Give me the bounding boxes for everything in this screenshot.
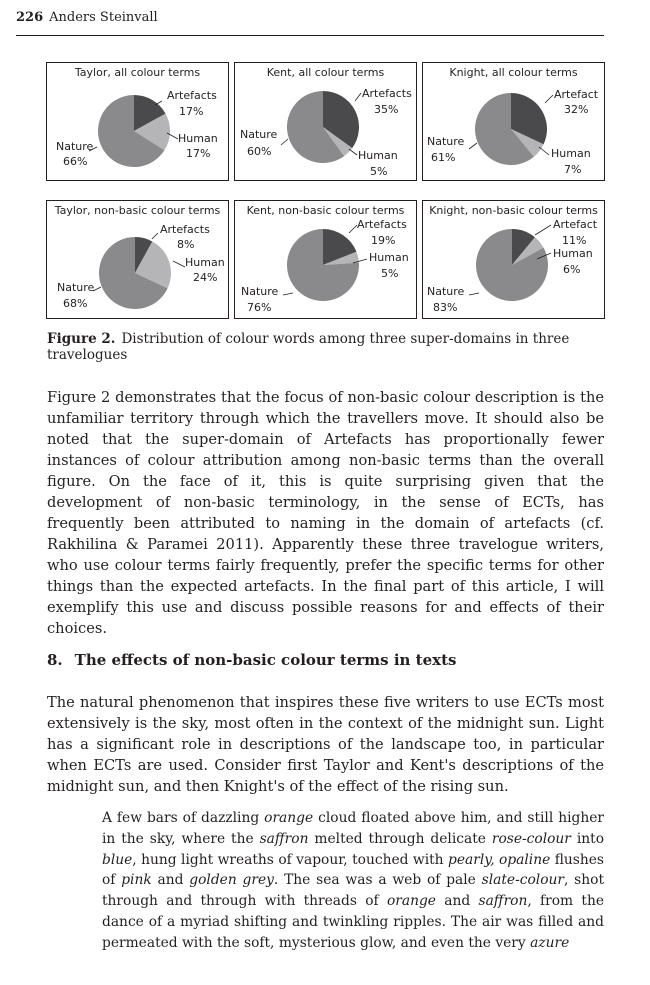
slice-pct-human: 6% (563, 263, 581, 276)
slice-pct-nature: 60% (247, 145, 272, 158)
slice-label-artefacts: Artefacts (362, 87, 412, 100)
slice-label-human: Human (185, 256, 225, 269)
panel-title: Knight, non-basic colour terms (429, 204, 598, 217)
quote-text: A few bars of dazzling (102, 810, 265, 826)
colour-term: saffron (478, 893, 528, 910)
colour-term: slate-colour (481, 872, 564, 889)
colour-term: rose-colour (491, 830, 571, 847)
colour-term: saffron (259, 830, 309, 847)
slice-pct-nature: 66% (63, 155, 88, 168)
colour-term: golden grey (189, 872, 274, 889)
slice-label-artefact: Artefact (554, 88, 599, 101)
running-header (16, 10, 158, 25)
slice-pct-artefact: 11% (562, 234, 587, 247)
slice-pct-artefacts: 19% (371, 234, 396, 247)
quote-text: and (435, 893, 479, 910)
colour-term: orange (386, 893, 436, 910)
slice-label-human: Human (178, 132, 218, 145)
slice-pct-artefact: 32% (564, 103, 589, 116)
section-title: The effects of non-basic colour terms in texts (74, 651, 457, 669)
figure-label: Figure 2. (47, 331, 116, 347)
slice-pct-human: 24% (193, 271, 218, 284)
panel-title: Knight, all colour terms (449, 66, 578, 79)
quote-text: cloud floated above him, and still higher in the sky, where the (102, 810, 604, 847)
quote-text: . The sea was a web of pale (273, 872, 482, 889)
panel-title: Taylor, non-basic colour terms (54, 204, 221, 217)
slice-pct-human: 7% (564, 163, 582, 176)
figure-caption (47, 331, 650, 363)
slice-pct-nature: 61% (431, 151, 456, 164)
quote-text: melted through delicate (308, 830, 492, 847)
quote-text: , shot through and through with threads of (102, 872, 604, 910)
slice-label-nature: Nature (57, 281, 95, 294)
slice-label-nature: Nature (240, 128, 278, 141)
quote-text: into (570, 830, 604, 847)
page-number: 226 (16, 10, 44, 25)
slice-label-nature: Nature (427, 285, 465, 298)
slice-label-artefacts: Artefacts (167, 89, 217, 102)
slice-label-human: Human (551, 147, 591, 160)
pie-panel-kent-all (234, 62, 417, 181)
slice-label-nature: Nature (427, 135, 465, 148)
body-paragraph-1: Figure 2 demonstrates that the focus of non-basic colour description is the unfamiliar territory through which the travellers move. It should also be noted that the super-domain of Artefacts has proportionally fewer instances of colour attribution among non-basic terms than the overall figure. On the face of it, this is quite surprising given that the development of non-basic terminology, in the sense of ECTs, has frequently been attributed to naming in the domain of artefacts (cf. Rakhilina & Paramei 2011). Apparently these three travelogue writers, who use colour terms fairly frequently, prefer the specific terms for other things than the expected artefacts. In the final part of this article, I will exemplify this use and discuss possible reasons for and effects of their choices. (47, 389, 604, 637)
slice-label-nature: Nature (56, 140, 94, 153)
section-number: 8. (47, 651, 63, 669)
pie-panel-taylor-all (46, 62, 229, 181)
pie-panel-taylor-nonbasic (46, 200, 229, 319)
colour-term: orange (264, 810, 314, 826)
slice-pct-nature: 68% (63, 297, 88, 310)
slice-pct-human: 5% (381, 267, 399, 280)
colour-term: pink (121, 872, 152, 889)
slice-pct-artefacts: 8% (177, 238, 195, 251)
quote-text: flushes of (102, 851, 605, 889)
slice-pct-artefacts: 17% (179, 105, 204, 118)
slice-pct-human: 5% (370, 165, 388, 178)
slice-pct-nature: 83% (433, 301, 458, 314)
slice-label-artefact: Artefact (553, 218, 598, 231)
quote-text: , hung light wreaths of vapour, touched with (132, 851, 448, 868)
slice-label-human: Human (553, 247, 593, 260)
pie-panel-kent-nonbasic (234, 200, 417, 319)
panel-title: Kent, all colour terms (266, 66, 385, 79)
pie-panel-knight-nonbasic (422, 200, 605, 319)
slice-label-artefacts: Artefacts (357, 218, 407, 231)
slice-label-nature: Nature (241, 285, 279, 298)
body-paragraph-2: The natural phenomenon that inspires these five writers to use ECTs most extensively is the sky, most often in the context of the midnight sun. Light has a significant role in descriptions of the landscape too, in particular when ECTs are used. Consider first Taylor and Kent's descriptions of the midnight sun, and then Knight's of the effect of the rising sun. (47, 694, 604, 795)
panel-title: Kent, non-basic colour terms (246, 204, 405, 217)
author-name: Anders Steinvall (49, 10, 158, 25)
slice-pct-human: 17% (186, 147, 211, 160)
panel-title: Taylor, all colour terms (74, 66, 201, 79)
slice-label-human: Human (358, 149, 398, 162)
slice-pct-artefacts: 35% (374, 103, 399, 116)
colour-term: pearly, opaline (448, 851, 551, 868)
section-heading (47, 651, 468, 669)
block-quote (102, 808, 604, 954)
colour-term: azure (530, 934, 570, 951)
quote-text: and (151, 872, 190, 889)
slice-label-artefacts: Artefacts (160, 223, 210, 236)
header-rule (16, 35, 604, 36)
figure-caption-text: Distribution of colour words among three super-domains in three travelogues (47, 331, 570, 363)
slice-label-human: Human (369, 251, 409, 264)
colour-term: blue (102, 851, 133, 868)
pie-panel-knight-all (422, 62, 605, 181)
quote-text: , from the dance of a myriad shifting and twinkling ripples. The air was filled and permeated with the soft, mysterious glow, and even the very (102, 893, 605, 951)
slice-pct-nature: 76% (247, 301, 272, 314)
